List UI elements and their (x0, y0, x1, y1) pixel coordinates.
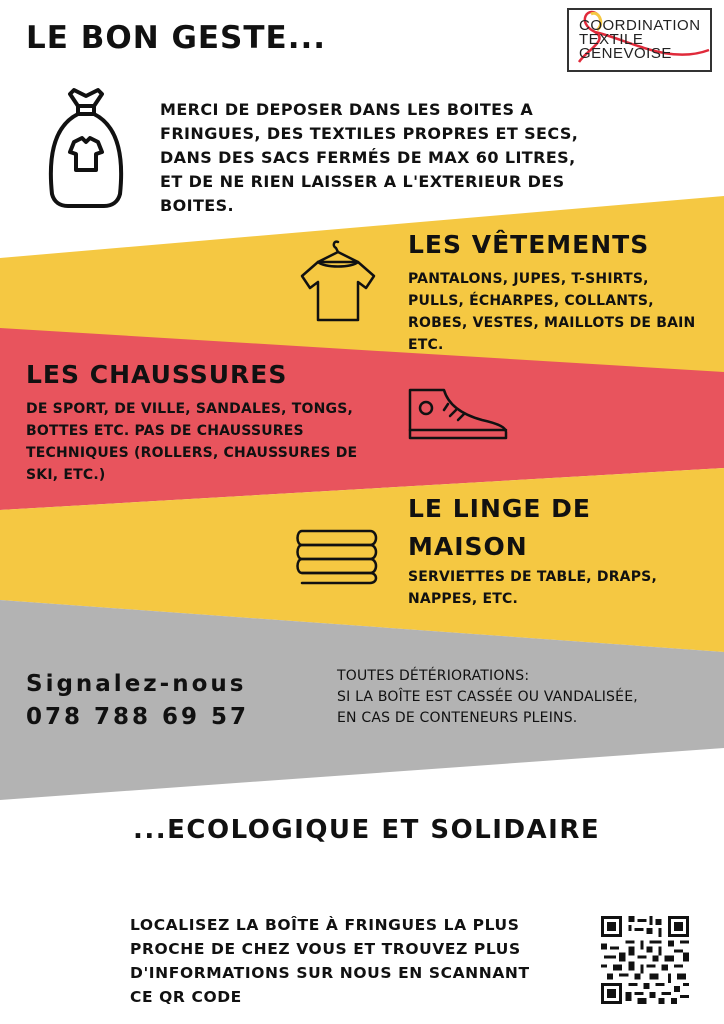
vetements-text (408, 268, 695, 356)
folded-linen-icon (292, 525, 382, 587)
localise-line: CE QR CODE (130, 988, 242, 1006)
intro-line: DANS DES SACS FERMÉS DE MAX 60 LITRES, (160, 148, 576, 167)
linge-text (408, 566, 657, 610)
vetements-line: PULLS, ÉCHARPES, COLLANTS, (408, 293, 654, 309)
linge-title (408, 490, 591, 566)
page-title: LE BON GESTE... (26, 20, 327, 56)
vetements-title: LES VÊTEMENTS (408, 230, 650, 259)
chaussures-line: DE SPORT, DE VILLE, SANDALES, TONGS, (26, 401, 354, 417)
chaussures-title: LES CHAUSSURES (26, 360, 288, 389)
linge-title-line: MAISON (408, 532, 528, 561)
intro-line: ET DE NE RIEN LAISSER A L'EXTERIEUR DES (160, 172, 565, 191)
localise-text (130, 913, 590, 1009)
linge-line: NAPPES, ETC. (408, 591, 519, 607)
chaussures-line: SKI, ETC.) (26, 467, 106, 483)
vetements-line: ROBES, VESTES, MAILLOTS DE BAIN (408, 315, 696, 331)
logo (567, 8, 712, 72)
signal-line: TOUTES DÉTÉRIORATIONS: (337, 668, 530, 684)
qr-code-icon[interactable] (601, 916, 689, 1004)
linge-line: SERVIETTES DE TABLE, DRAPS, (408, 569, 657, 585)
chaussures-line: TECHNIQUES (ROLLERS, CHAUSSURES DE (26, 445, 358, 461)
intro-line: BOITES. (160, 196, 234, 215)
signal-label: Signalez-nous (26, 671, 247, 697)
logo-line-2: TEXTILE (579, 31, 644, 48)
signal-block (26, 668, 249, 734)
logo-line-1: COORDINATION (579, 17, 701, 34)
eco-tagline: ...ECOLOGIQUE ET SOLIDAIRE (133, 815, 601, 845)
vetements-line: ETC. (408, 337, 444, 353)
bag-with-tshirt-icon (44, 86, 128, 210)
signal-line: EN CAS DE CONTENEURS PLEINS. (337, 710, 578, 726)
intro-line: FRINGUES, DES TEXTILES PROPRES ET SECS, (160, 124, 579, 143)
intro-text (160, 98, 630, 218)
vetements-line: PANTALONS, JUPES, T-SHIRTS, (408, 271, 649, 287)
logo-line-3: GENEVOISE (579, 45, 672, 62)
localise-line: PROCHE DE CHEZ VOUS ET TROUVEZ PLUS (130, 940, 521, 958)
signal-phone[interactable]: 078 788 69 57 (26, 704, 250, 730)
linge-title-line: LE LINGE DE (408, 494, 591, 523)
signal-text (337, 666, 638, 729)
intro-line: MERCI DE DEPOSER DANS LES BOITES A (160, 100, 534, 119)
chaussures-line: BOTTES ETC. PAS DE CHAUSSURES (26, 423, 304, 439)
sneaker-icon (404, 384, 512, 442)
tshirt-hanger-icon (296, 238, 380, 324)
localise-line: LOCALISEZ LA BOÎTE À FRINGUES LA PLUS (130, 916, 520, 934)
chaussures-text (26, 398, 357, 486)
localise-line: D'INFORMATIONS SUR NOUS EN SCANNANT (130, 964, 530, 982)
signal-line: SI LA BOÎTE EST CASSÉE OU VANDALISÉE, (337, 689, 638, 705)
